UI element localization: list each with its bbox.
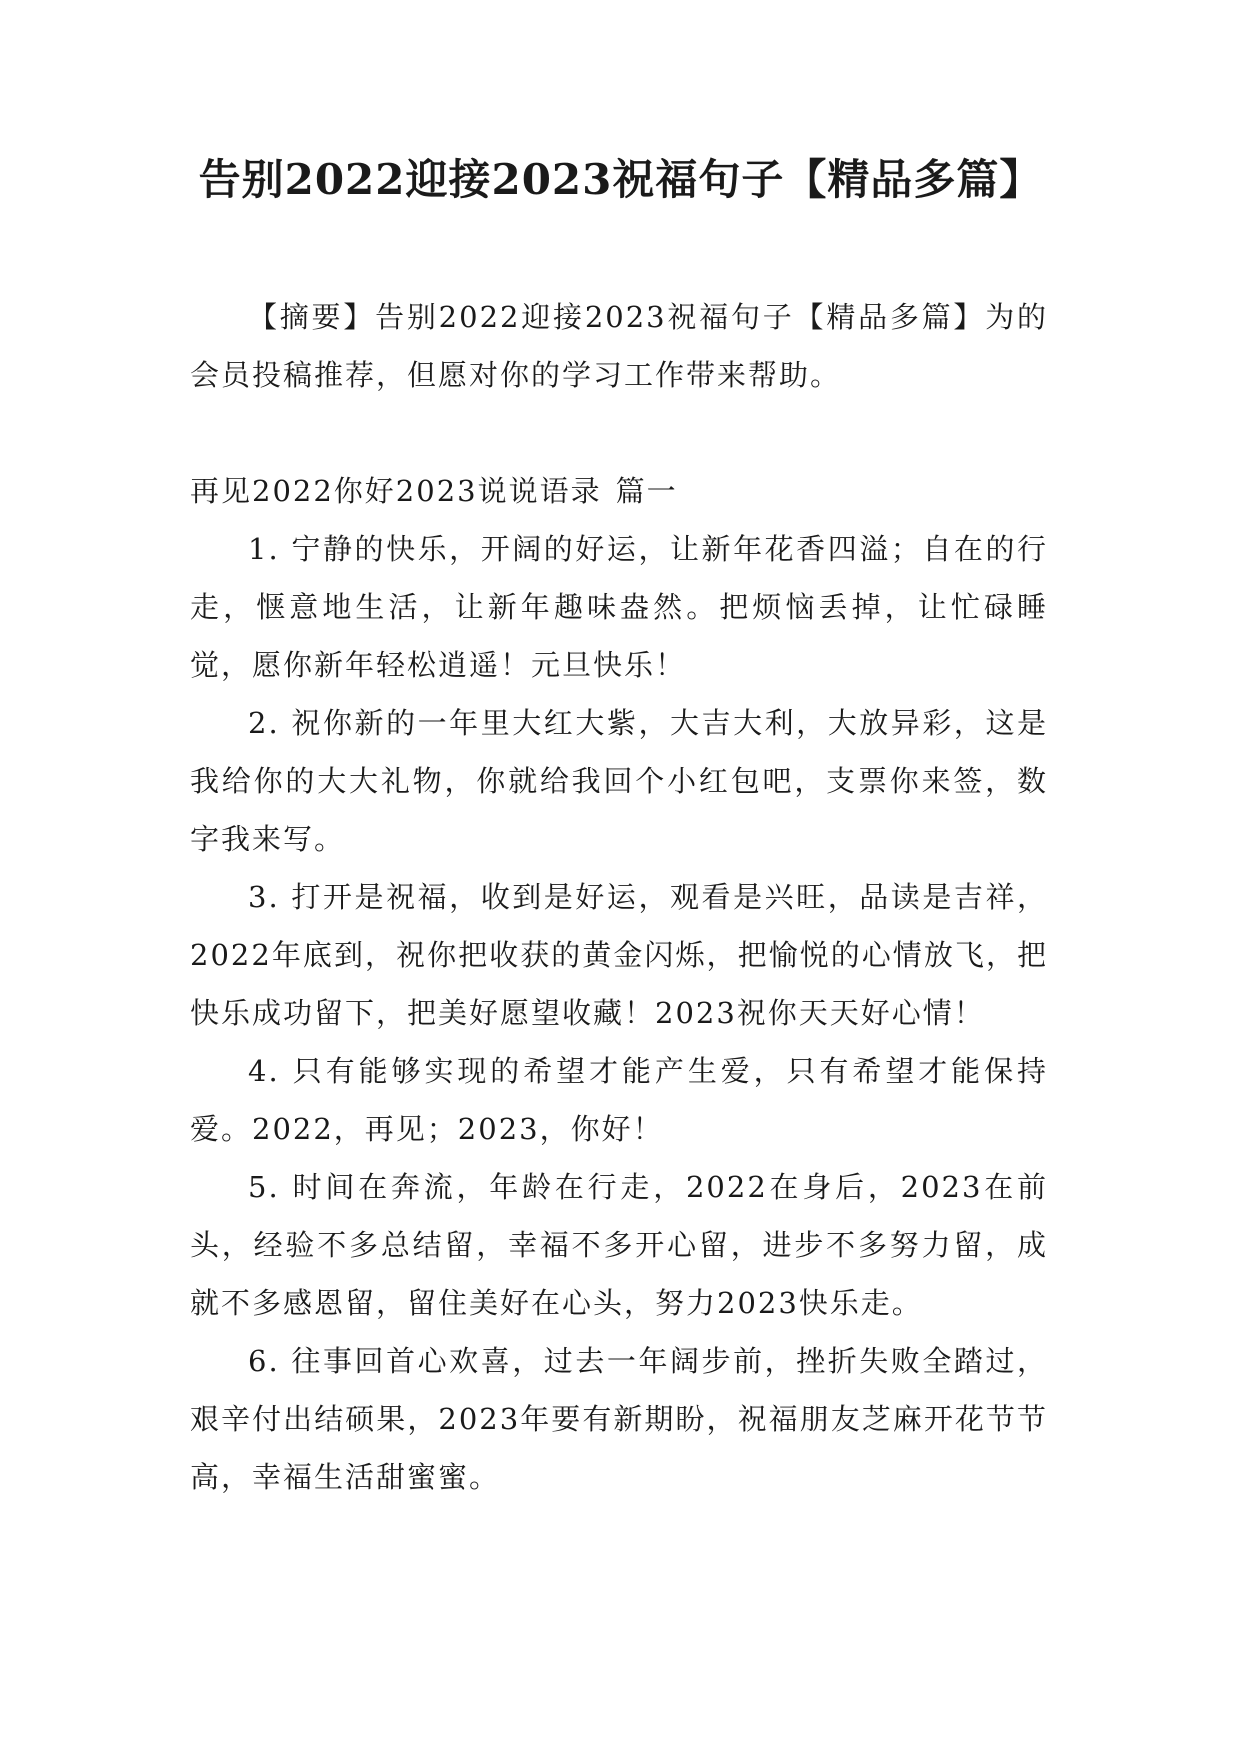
list-item: 3. 打开是祝福，收到是好运，观看是兴旺，品读是吉祥，2022年底到，祝你把收获的黄金闪烁，把愉悦的心情放飞，把快乐成功留下，把美好愿望收藏！2023祝你天天好心情！	[190, 880, 1048, 1030]
list-item: 1. 宁静的快乐，开阔的好运，让新年花香四溢；自在的行走，惬意地生活，让新年趣味盎然。把烦恼丢掉，让忙碌睡觉，愿你新年轻松逍遥！元旦快乐！	[190, 532, 1048, 682]
list-item: 5. 时间在奔流，年龄在行走，2022在身后，2023在前头，经验不多总结留，幸福不多开心留，进步不多努力留，成就不多感恩留，留住美好在心头，努力2023快乐走。	[190, 1170, 1048, 1320]
summary-paragraph: 【摘要】告别2022迎接2023祝福句子【精品多篇】为的会员投稿推荐，但愿对你的学习工作带来帮助。	[190, 300, 1048, 392]
summary-block	[190, 288, 1048, 404]
section-block	[190, 462, 1048, 1506]
section-heading-text: 再见2022你好2023说说语录	[190, 474, 602, 508]
list-item: 2. 祝你新的一年里大红大紫，大吉大利，大放异彩，这是我给你的大大礼物，你就给我回个小红包吧，支票你来签，数字我来写。	[190, 706, 1048, 856]
list-item: 4. 只有能够实现的希望才能产生爱，只有希望才能保持爱。2022，再见；2023，你好！	[190, 1054, 1048, 1146]
section-heading	[190, 462, 1048, 520]
list-item: 6. 往事回首心欢喜，过去一年阔步前，挫折失败全踏过，艰辛付出结硕果，2023年要有新期盼，祝福朋友芝麻开花节节高，幸福生活甜蜜蜜。	[190, 1344, 1048, 1494]
section-heading-label: 篇一	[615, 474, 678, 508]
document-title: 告别2022迎接2023祝福句子【精品多篇】	[198, 155, 1043, 204]
